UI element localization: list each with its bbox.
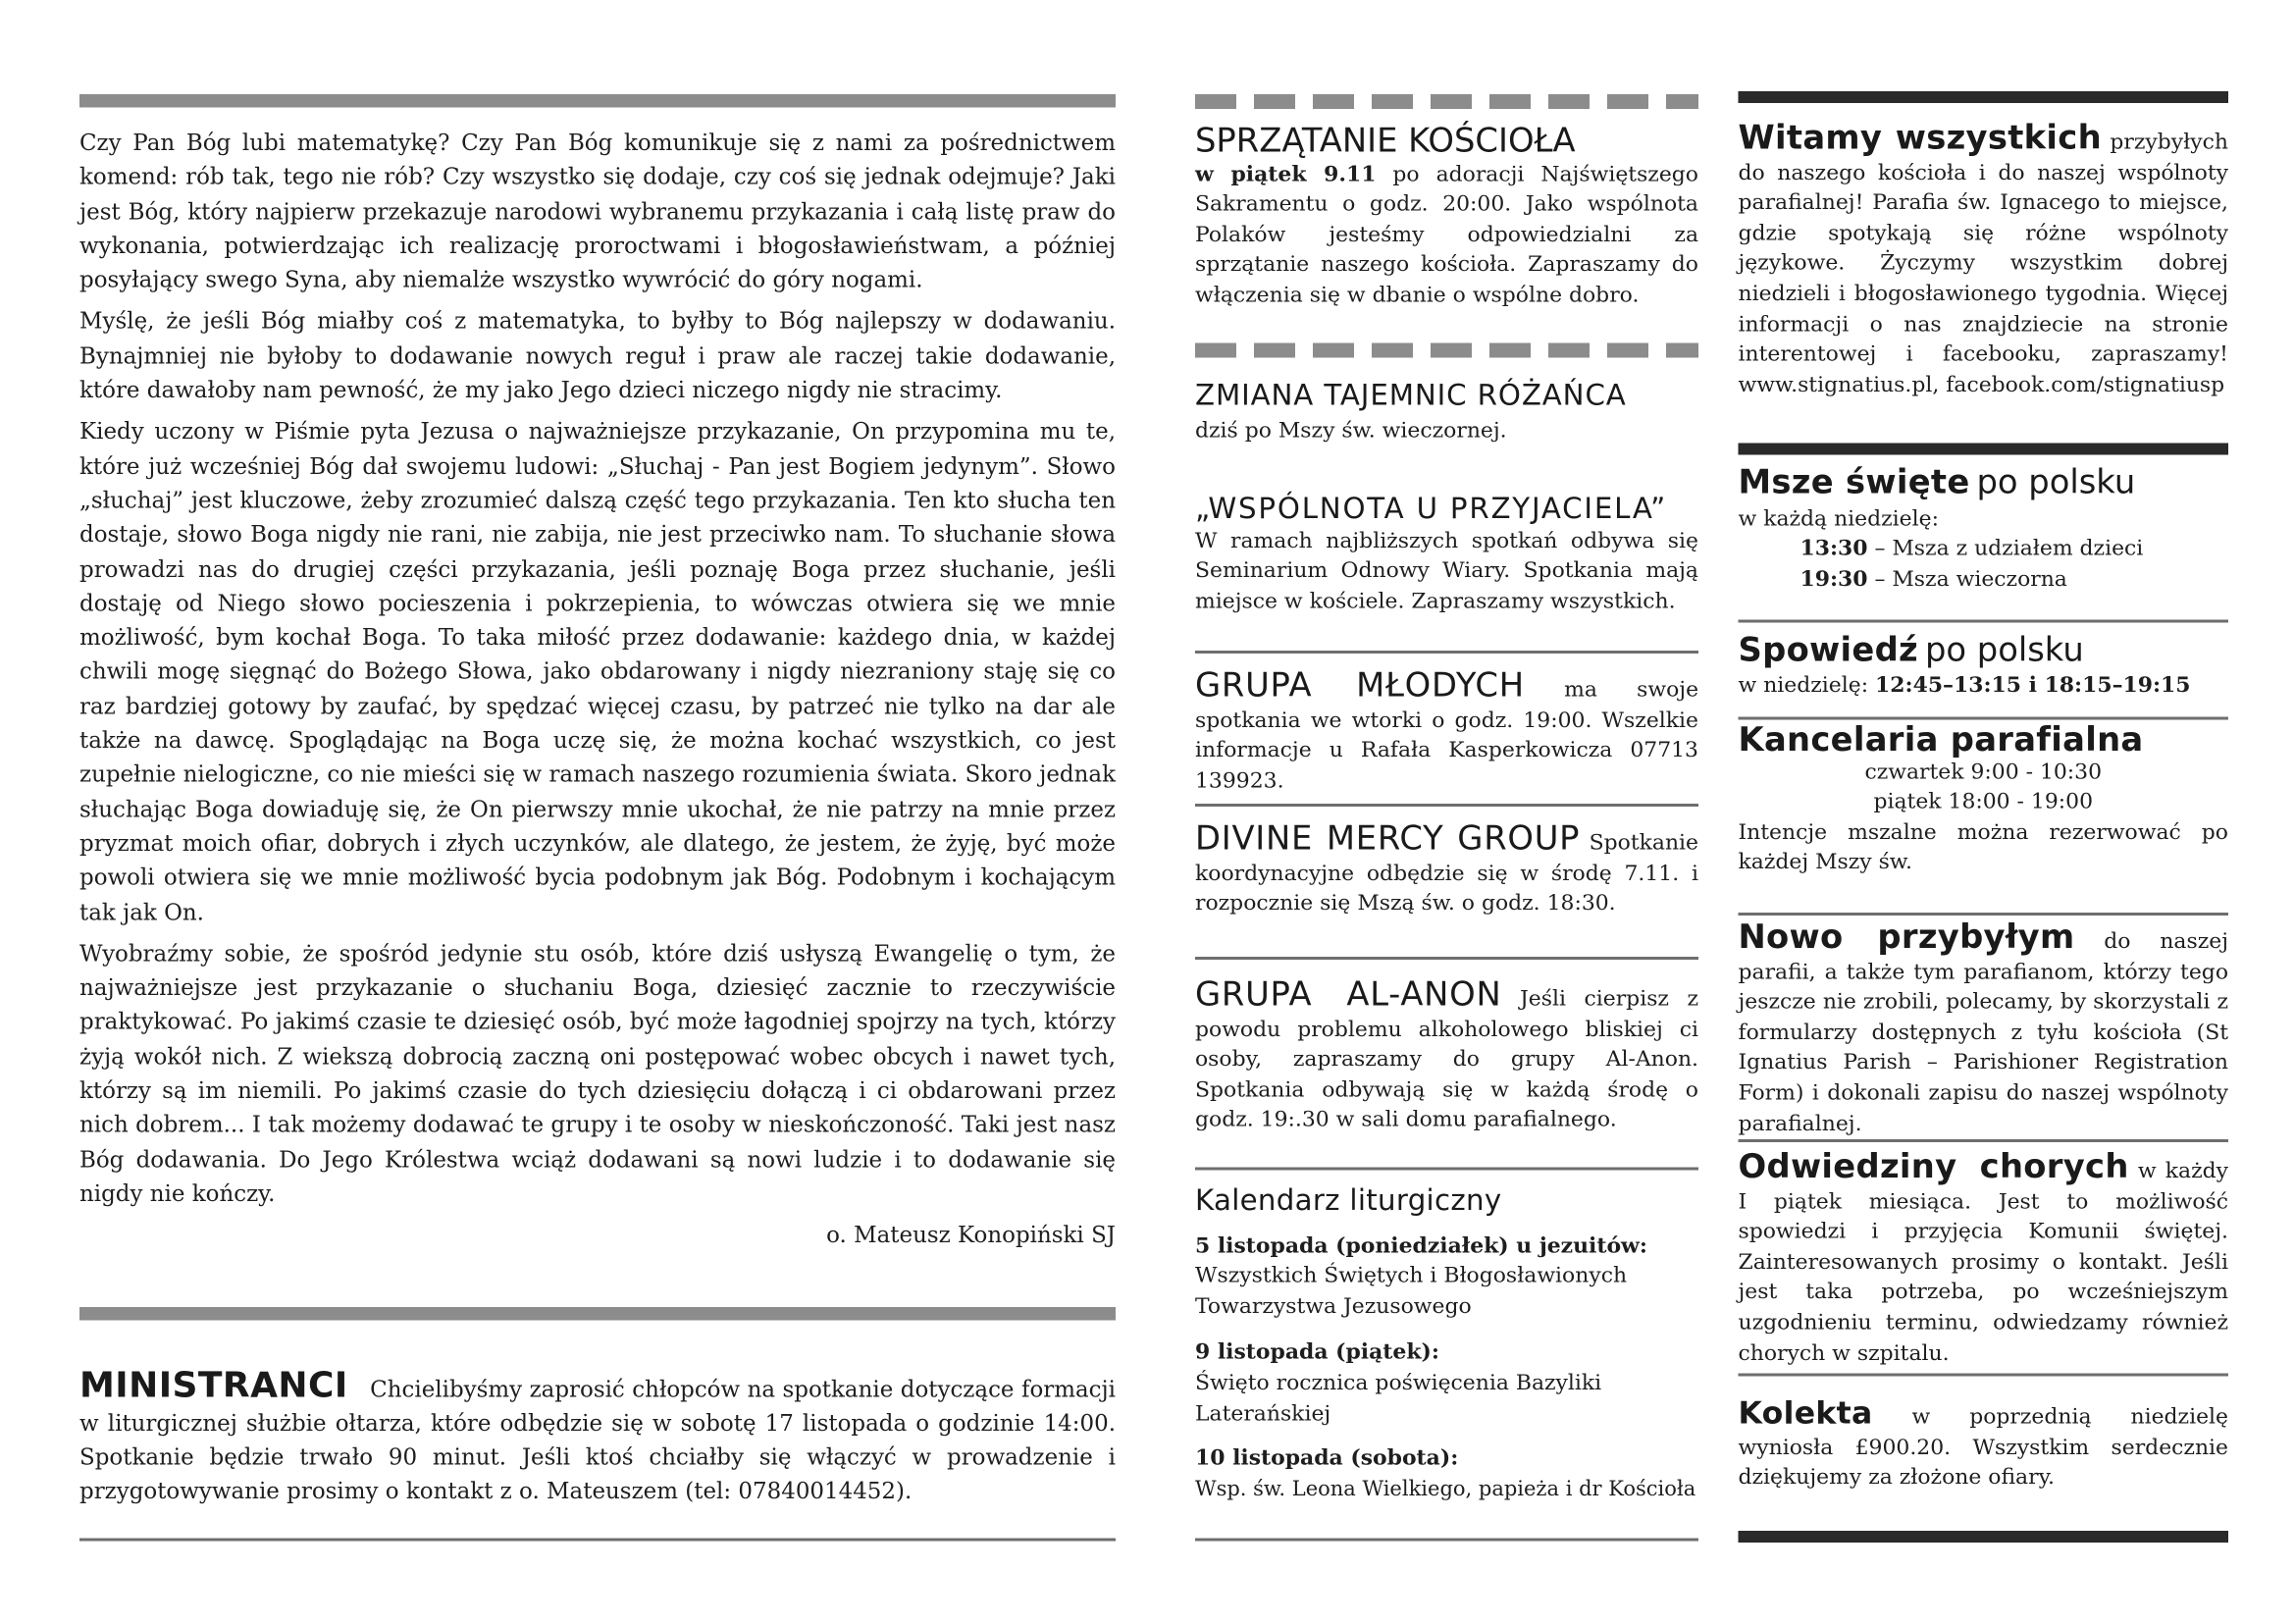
right-rule-3 bbox=[1739, 717, 2229, 719]
left-top-rule bbox=[79, 94, 1116, 108]
mlodzi-title: GRUPA MŁODYCH bbox=[1195, 666, 1525, 706]
kalendarz-date: 9 listopada (piątek): bbox=[1195, 1338, 1439, 1365]
witamy-title: Witamy wszystkich bbox=[1738, 119, 2102, 158]
chorzy-title: Odwiedziny chorych bbox=[1738, 1148, 2129, 1186]
spowiedz-title-rest: po polsku bbox=[1924, 631, 2084, 670]
sprzatanie-lead: w piątek 9.11 bbox=[1195, 161, 1377, 186]
alanon-title: GRUPA AL-ANON bbox=[1195, 975, 1502, 1015]
middle-rule-2 bbox=[1195, 804, 1698, 806]
kolekta-title: Kolekta bbox=[1738, 1395, 1873, 1431]
chorzy-section bbox=[1738, 1148, 2229, 1370]
msze-intro: w każdą niedzielę: bbox=[1738, 505, 1939, 531]
witamy-section bbox=[1738, 119, 2229, 401]
msze-section bbox=[1738, 463, 2229, 596]
nowo-title: Nowo przybyłym bbox=[1738, 918, 2075, 957]
msze-title-bold: Msze święte bbox=[1738, 463, 1970, 502]
middle-second-dashed-rule bbox=[1195, 343, 1698, 358]
sprzatanie-section bbox=[1195, 122, 1698, 311]
rozaniec-title: ZMIANA TAJEMNIC RÓŻAŃCA bbox=[1195, 378, 1627, 412]
ministranci-text: Chcielibyśmy zaprosić chłopców na spotkanie dotyczące formacji w liturgicznej służbie ołtarza, które odbędzie się w sobotę 17 listopada o godzinie 14:00. Spotkanie będzie trwało 90 minut. Jeśli ktoś chciałby się włączyć w prowadzenie i przygotowywanie prosimy o kontakt z o. Mateuszem (tel: 07840014452). bbox=[79, 1376, 1116, 1504]
nowo-text: do naszej parafii, a także tym parafianom, którzy tego jeszcze nie zrobili, polecamy, by skorzystali z formularzy dostępnych z tyłu kościoła (St Ignatius Parish – Parishioner Registration Form) i dokonali zapisu do naszej wspólnoty parafialnej. bbox=[1738, 928, 2228, 1136]
left-bottom-rule bbox=[79, 1539, 1116, 1541]
witamy-text: przybyłych do naszego kościoła i do naszej wspólnoty parafialnej! Parafia św. Ignacego to miejsce, gdzie spotykają się różne wspólnoty językowe. Życzymy wszystkim dobrej niedzieli i błogosławionego tygodnia. Więcej informacji o nas znajdziecie na stronie interentowej i facebooku, zapraszamy! www.stignatius.pl, facebook.com/stignatiusp bbox=[1738, 130, 2228, 397]
right-rule-2 bbox=[1739, 620, 2229, 622]
mercy-title: DIVINE MERCY GROUP bbox=[1195, 819, 1581, 859]
middle-rule-4 bbox=[1195, 1168, 1698, 1170]
kalendarz-text: Wsp. św. Leona Wielkiego, papieża i dr Kościoła bbox=[1195, 1478, 1696, 1502]
right-rule-1 bbox=[1739, 444, 2229, 455]
mercy-section bbox=[1195, 819, 1699, 919]
middle-top-dashed-rule bbox=[1195, 94, 1698, 109]
kalendarz-entry bbox=[1195, 1444, 1698, 1505]
middle-rule-1 bbox=[1195, 651, 1698, 653]
right-rule-4 bbox=[1739, 913, 2229, 915]
rozaniec-section bbox=[1195, 378, 1698, 446]
mlodzi-section bbox=[1195, 666, 1699, 797]
msze-text: – Msza z udziałem dzieci bbox=[1874, 536, 2144, 561]
kolekta-text: w poprzednią niedzielę wyniosła £900.20. Wszystkim serdecznie dziękujemy za złożone ofiary. bbox=[1738, 1404, 2228, 1491]
spowiedz-title-bold: Spowiedź bbox=[1738, 631, 1919, 670]
sprzatanie-text: po adoracji Najświętszego Sakramentu o godz. 20:00. Jako wspólnota Polaków jesteśmy odpowiedzialni za sprzątanie naszego kościoła. Zapraszamy do włączenia się w dbanie o wspólne dobro. bbox=[1195, 161, 1698, 308]
kancelaria-title: Kancelaria parafialna bbox=[1738, 721, 2144, 760]
msze-row bbox=[1739, 535, 2229, 565]
wspolnota-text: W ramach najbliższych spotkań odbywa się Seminarium Odnowy Wiary. Spotkania mają miejsce w kościele. Zapraszamy wszystkich. bbox=[1195, 527, 1698, 614]
msze-time: 13:30 bbox=[1799, 536, 1868, 561]
mercy-text: Spotkanie koordynacyjne odbędzie się w środę 7.11. i rozpocznie się Mszą św. o godz. 18:30. bbox=[1195, 830, 1699, 917]
kancelaria-hours: czwartek 9:00 - 10:30 bbox=[1864, 759, 2103, 784]
kalendarz-entry bbox=[1195, 1337, 1698, 1430]
right-rule-6 bbox=[1739, 1374, 2229, 1376]
spowiedz-times: 12:45–13:15 i 18:15–19:15 bbox=[1875, 671, 2191, 698]
kancelaria-hours: piątek 18:00 - 19:00 bbox=[1873, 789, 2094, 814]
ministranci-title: MINISTRANCI bbox=[79, 1364, 348, 1406]
msze-title-rest: po polsku bbox=[1976, 463, 2136, 502]
article-paragraph: Kiedy uczony w Piśmie pyta Jezusa o najważniejsze przykazanie, On przypomina mu te, które już wcześniej Bóg dał swojemu ludowi: „Słuchaj - Pan jest Bogiem jedynym”. Słowo „słuchaj” jest kluczowe, żeby zrozumieć dalszą część tego przykazania. Ten kto słucha ten dostaje, słowo Boga nigdy nie rani, nie zabija, nie jest przeciwko nam. To słuchanie słowa prowadzi nas do drugiej części przykazania, jeśli poznaję Boga przez słuchanie, jeśli dostaję od Niego słowo pocieszenia i pokrzepienia, to wówczas otwiera się we mnie możliwość, bym kochał Boga. To taka miłość przez dodawanie: każdego dnia, w każdej chwili mogę sięgnąć do Bożego Słowa, jako obdarowany i nigdy niezraniony staję się co raz bardziej gotowy by zaufać, by spędzać więcej czasu, by patrzeć nie tylko na dar ale także na dawcę. Spoglądając na Boga uczę się, że można kochać wszystkich, co jest zupełnie nielogiczne, co nie mieści się w ramach naszego rozumienia świata. Skoro jednak słuchając Boga dowiaduję się, że On pierwszy mnie ukochał, że nie patrzy na mnie przez pryzmat moich ofiar, dobrych i złych uczynków, ale dlatego, że jestem, że żyję, być może powoli otwiera się we mnie możliwość bycia podobnym jak Bóg. Podobnym i kochającym tak jak On. bbox=[79, 418, 1116, 925]
right-bottom-rule bbox=[1739, 1531, 2229, 1543]
nowo-section bbox=[1738, 918, 2229, 1140]
right-rule-5 bbox=[1739, 1139, 2229, 1141]
chorzy-text: w każdy I piątek miesiąca. Jest to możliwość spowiedzi i przyjęcia Komunii świętej. Zainteresowanych prosimy o kontakt. Jeśli jest taka potrzeba, po wcześniejszym uzgodnieniu terminu, odwiedzamy również chorych w szpitalu. bbox=[1738, 1158, 2228, 1366]
spowiedz-section bbox=[1738, 631, 2229, 701]
alanon-section bbox=[1195, 975, 1699, 1136]
msze-time: 19:30 bbox=[1799, 566, 1868, 592]
kalendarz-text: Wszystkich Świętych i Błogosławionych Towarzystwa Jezusowego bbox=[1195, 1263, 1628, 1320]
spowiedz-intro: w niedzielę: bbox=[1738, 671, 1869, 698]
rozaniec-text: dziś po Mszy św. wieczornej. bbox=[1195, 417, 1507, 443]
kalendarz-title: Kalendarz liturgiczny bbox=[1195, 1183, 1502, 1218]
kancelaria-text: Intencje mszalne można rezerwować po każdej Mszy św. bbox=[1738, 819, 2228, 875]
middle-rule-3 bbox=[1195, 957, 1698, 959]
kalendarz-entry bbox=[1195, 1231, 1698, 1324]
alanon-text: Jeśli cierpisz z powodu problemu alkoholowego bliskiej ci osoby, zapraszamy do grupy Al-Anon. Spotkania odbywają się w każdą środę o godz. 19:.30 w sali domu parafialnego. bbox=[1195, 986, 1699, 1133]
sprzatanie-title: SPRZĄTANIE KOŚCIOŁA bbox=[1195, 122, 1576, 161]
kalendarz-date: 5 listopada (poniedziałek) u jezuitów: bbox=[1195, 1232, 1647, 1258]
article-paragraph: Czy Pan Bóg lubi matematykę? Czy Pan Bóg komunikuje się z nami za pośrednictwem komend: rób tak, tego nie rób? Czy wszystko się dodaje, czy coś się jednak odejmuje? Jaki jest Bóg, który najpierw przekazuje narodowi wybranemu przykazania i całą listę praw do wykonania, potwierdzając ich realizację proroctwami i błogosławieństwam, a później posyłający swego Syna, aby niemalże wszystko wywrócić do góry nogami. bbox=[79, 130, 1116, 293]
article-paragraph: Myślę, że jeśli Bóg miałby coś z matematyka, to byłby to Bóg najlepszy w dodawaniu. Bynajmniej nie byłoby to dodawanie nowych reguł i praw ale raczej takie dodawanie, które dawałoby nam pewność, że my jako Jego dzieci niczego nigdy nie stracimy. bbox=[79, 308, 1116, 404]
kalendarz-section bbox=[1195, 1183, 1698, 1520]
kolekta-section bbox=[1738, 1395, 2229, 1493]
wspolnota-title: „WSPÓLNOTA U PRZYJACIELA” bbox=[1195, 492, 1668, 526]
kancelaria-section bbox=[1738, 721, 2229, 879]
left-mid-rule bbox=[79, 1307, 1116, 1321]
wspolnota-section bbox=[1195, 492, 1698, 617]
right-top-rule bbox=[1739, 91, 2229, 103]
middle-bottom-rule bbox=[1195, 1539, 1698, 1541]
article-signature: o. Mateusz Konopiński SJ bbox=[826, 1222, 1116, 1249]
msze-text: – Msza wieczorna bbox=[1874, 566, 2067, 592]
mlodzi-text: ma swoje spotkania we wtorki o godz. 19:00. Wszelkie informacje u Rafała Kasperkowicza 07713 139923. bbox=[1195, 677, 1699, 794]
ministranci-section bbox=[79, 1364, 1116, 1509]
kalendarz-date: 10 listopada (sobota): bbox=[1195, 1445, 1459, 1472]
kalendarz-text: Święto rocznica poświęcenia Bazyliki Laterańskiej bbox=[1195, 1370, 1602, 1426]
msze-row bbox=[1739, 565, 2229, 596]
article-paragraph: Wyobraźmy sobie, że spośród jedynie stu osób, które dziś usłyszą Ewangelię o tym, że najważniejsze jest przykazanie o słuchaniu Boga, dziesięć zacznie to rzeczywiście praktykować. Po jakimś czasie te dziesięć osób, być może łagodniej spojrzy na tych, którzy żyją wokół nich. Z wiekszą dobrocią zaczną oni postępować wobec obcych i nawet tych, którzy są im niemili. Po jakimś czasie do tych dziesięciu dołączą i ci obdarowani przez nich dobrem... I tak możemy dodawać te grupy i te osoby w nieskończoność. Taki jest nasz Bóg dodawania. Do Jego Królestwa wciąż dodawani są nowi ludzie i to dodawanie się nigdy nie kończy. bbox=[79, 940, 1116, 1207]
article bbox=[79, 127, 1116, 1261]
